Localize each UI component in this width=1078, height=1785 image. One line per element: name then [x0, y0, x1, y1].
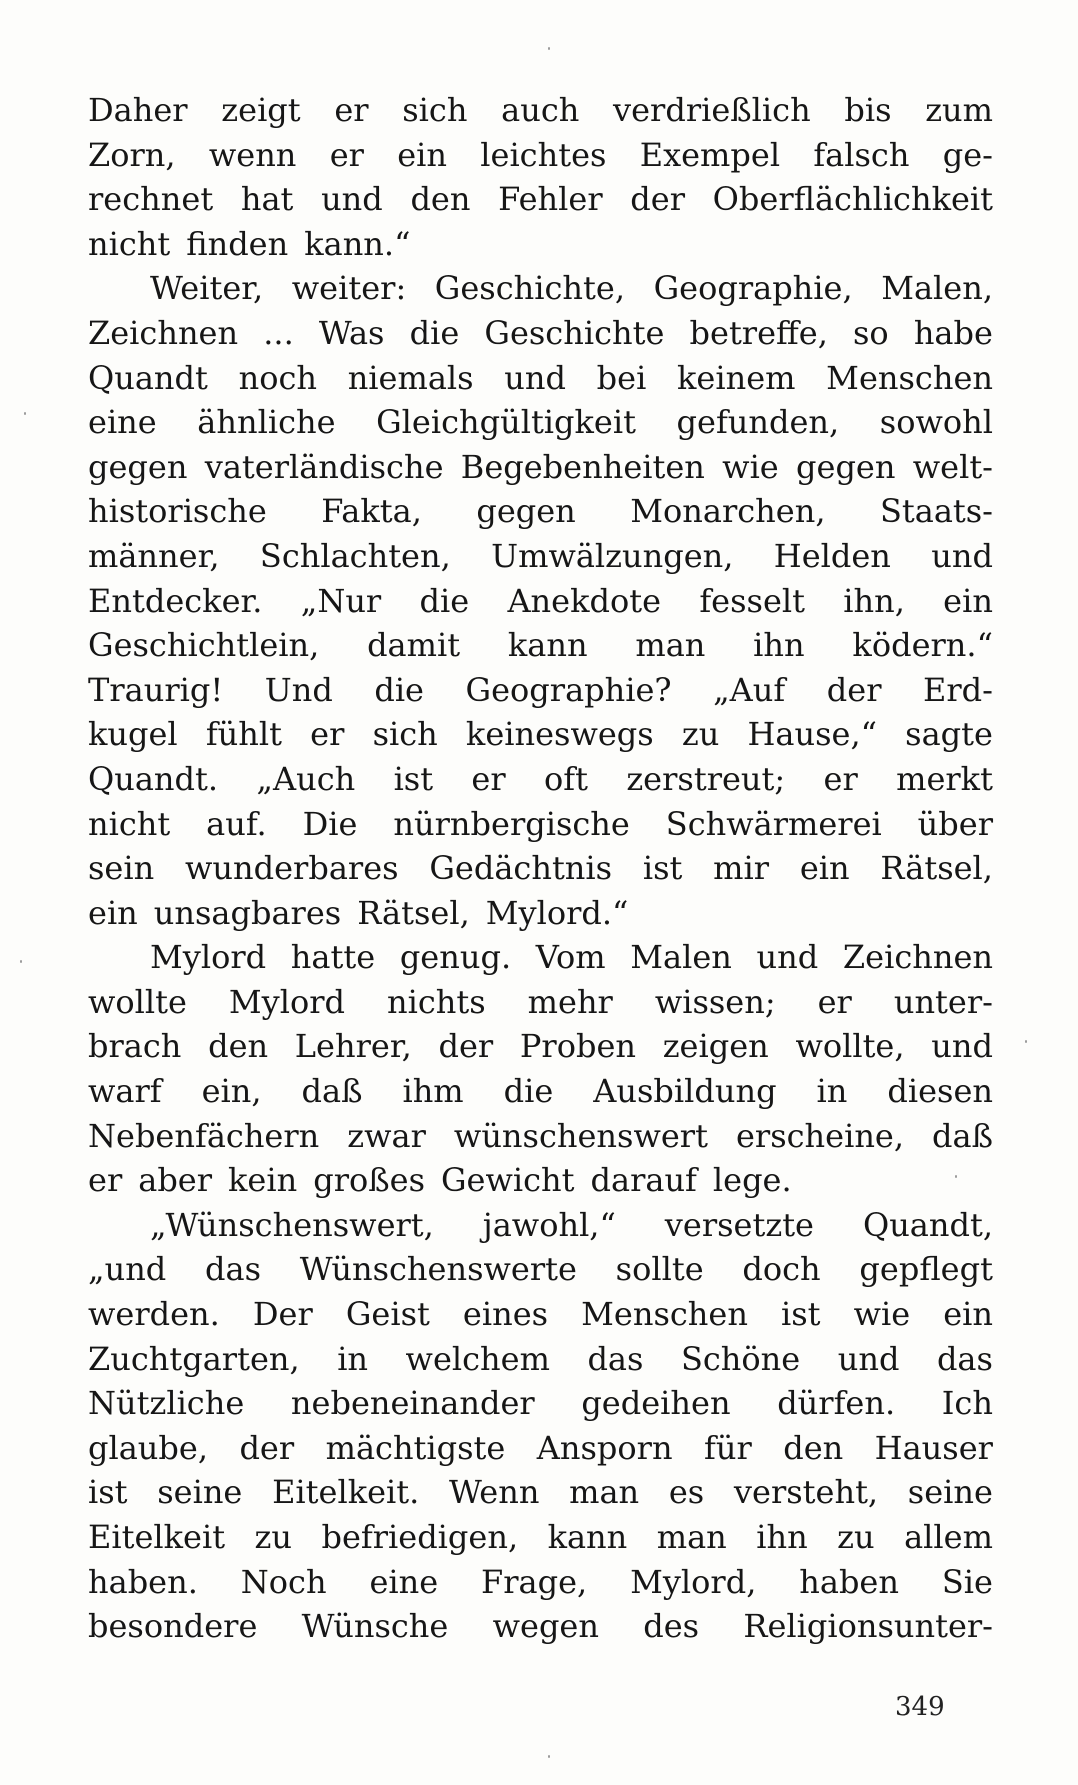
word: ihn, [843, 581, 905, 620]
word: Wenn [448, 1473, 540, 1512]
word: lege. [712, 1161, 792, 1200]
text-line [88, 935, 993, 980]
word: die [409, 313, 460, 352]
word: den [208, 1027, 269, 1066]
word: ihn [756, 1518, 808, 1556]
word: nürnbergische [393, 804, 630, 843]
word: ein [799, 849, 850, 888]
text-line [88, 846, 993, 891]
word: weiter: [291, 269, 407, 308]
word: er [310, 715, 345, 754]
word: sowohl [879, 403, 993, 442]
word: der [239, 1428, 295, 1467]
word: Ausbildung [593, 1072, 777, 1111]
word: Noch [240, 1562, 327, 1601]
word: wenn [208, 135, 297, 174]
word: Begebenheiten [460, 447, 705, 486]
word: über [917, 804, 993, 843]
word: Zorn, [88, 135, 176, 174]
word: Staats- [879, 492, 993, 531]
word: „Auch [256, 759, 356, 798]
word: gegen [796, 447, 896, 486]
speck [955, 1175, 957, 1178]
word: wie [853, 1295, 911, 1334]
word: mir [713, 849, 770, 888]
word: in [337, 1339, 369, 1378]
word: kann [547, 1518, 628, 1556]
word: des [643, 1607, 700, 1646]
word: leichtes [480, 135, 607, 174]
word: Helden [773, 536, 891, 575]
body-text [88, 88, 993, 1649]
word: aber [138, 1161, 213, 1200]
word: besondere [88, 1607, 258, 1646]
word: Proben [519, 1027, 636, 1066]
text-line [88, 445, 993, 490]
word: daß [932, 1116, 993, 1155]
word: ein, [201, 1072, 262, 1111]
text-line [88, 1515, 993, 1560]
word: Geschichte, [434, 269, 625, 308]
word: gedeihen [581, 1384, 731, 1423]
word: wollte [88, 982, 187, 1021]
word: zu [837, 1518, 875, 1556]
word: er [471, 759, 506, 798]
word: Gleichgültigkeit [376, 403, 636, 442]
word: zeigt [221, 91, 301, 129]
text-line [88, 1337, 993, 1382]
word: ge- [942, 135, 993, 174]
text-line [88, 489, 993, 534]
text-line [88, 802, 993, 847]
word: Geschichtlein, [88, 626, 320, 665]
text-line [88, 1426, 993, 1471]
text-line [88, 1247, 993, 1292]
word: nichts [387, 982, 486, 1021]
text-line [88, 1158, 993, 1203]
text-line [88, 1560, 993, 1605]
word: gegen [88, 447, 188, 486]
word: daß [301, 1072, 363, 1111]
word: jawohl,“ [482, 1205, 616, 1244]
word: ein [88, 893, 138, 932]
word: wünschenswert [453, 1116, 708, 1155]
word: historische [88, 492, 267, 531]
word: er [817, 982, 852, 1021]
word: eines [462, 1295, 549, 1334]
word: Vom [535, 938, 606, 977]
word: „Wünschenswert, [150, 1205, 434, 1244]
word: Monarchen, [630, 492, 826, 531]
word: kugel [88, 715, 178, 754]
word: das [587, 1339, 644, 1378]
text-line [88, 1024, 993, 1069]
word: Zeichnen [88, 313, 239, 352]
word: Geographie? [465, 670, 672, 709]
word: Schlachten, [259, 536, 451, 575]
text-line [88, 1604, 993, 1649]
word: sein [88, 849, 155, 888]
word: betreffe, [689, 313, 828, 352]
word: Daher [88, 91, 188, 129]
word: der [826, 670, 882, 709]
word: sich [402, 91, 468, 129]
word: ein [943, 581, 993, 620]
speck [1025, 1040, 1027, 1043]
word: Die [302, 804, 358, 843]
word: ein [943, 1295, 993, 1334]
word: Quandt [88, 358, 208, 397]
word: keinem [677, 358, 796, 397]
word: wissen; [654, 982, 776, 1021]
word: Sie [941, 1562, 993, 1601]
word: fühlt [205, 715, 282, 754]
word: wegen [492, 1607, 599, 1646]
text-line [88, 1203, 993, 1248]
word: Wünsche [301, 1607, 449, 1646]
word: Geographie, [653, 269, 853, 308]
text-line [88, 623, 993, 668]
word: darauf [590, 1161, 697, 1200]
word: der [438, 1027, 494, 1066]
word: nicht [88, 804, 171, 843]
word: allem [904, 1518, 993, 1556]
word: und [504, 358, 566, 397]
word: Oberflächlichkeit [712, 180, 993, 219]
word: versetzte [664, 1205, 814, 1244]
word: den [410, 180, 471, 219]
word: zerstreut; [626, 759, 786, 798]
text-line [88, 266, 993, 311]
word: man [569, 1473, 640, 1512]
word: gepflegt [859, 1250, 993, 1289]
word: bei [596, 358, 647, 397]
word: der [630, 180, 685, 219]
text-line [88, 1114, 993, 1159]
word: „Auf [713, 670, 786, 709]
word: zeigen [662, 1027, 769, 1066]
text-line [88, 356, 993, 401]
word: seine [907, 1473, 993, 1512]
word: Nützliche [88, 1384, 245, 1423]
word: Mylord, [630, 1562, 757, 1601]
word: welt- [912, 447, 993, 486]
word: eine [88, 403, 157, 442]
word: man [656, 1518, 727, 1556]
speck [548, 1755, 550, 1758]
word: finden [186, 224, 289, 263]
word: Hause,“ [747, 715, 877, 754]
word: kein [228, 1161, 298, 1200]
word: eine [369, 1562, 439, 1601]
word: er [334, 91, 369, 129]
word: Schöne [680, 1339, 801, 1378]
word: sich [372, 715, 438, 754]
word: wie [722, 447, 779, 486]
word: ködern.“ [852, 626, 993, 665]
text-line [88, 222, 993, 267]
text-line [88, 712, 993, 757]
text-line [88, 400, 993, 445]
text-line [88, 1069, 993, 1114]
word: Wünschenswerte [299, 1250, 577, 1289]
text-line [88, 980, 993, 1025]
word: merkt [896, 759, 993, 798]
word: kann.“ [304, 224, 411, 263]
word: ist [393, 759, 434, 798]
word: falsch [813, 135, 910, 174]
word: Hauser [874, 1428, 993, 1467]
word: gegen [476, 492, 576, 531]
word: mehr [527, 982, 613, 1021]
text-line [88, 579, 993, 624]
word: Zuchtgarten, [88, 1339, 300, 1378]
word: erscheine, [735, 1116, 905, 1155]
word: Quandt. [88, 759, 219, 798]
word: und [756, 938, 819, 977]
speck [24, 412, 26, 415]
word: Weiter, [150, 269, 264, 308]
word: Lehrer, [294, 1027, 412, 1066]
word: Ansporn [536, 1428, 673, 1467]
word: ein [397, 135, 447, 174]
text-line [88, 534, 993, 579]
word: zum [925, 91, 993, 129]
word: hatte [290, 938, 376, 977]
word: Fehler [498, 180, 603, 219]
word: sollte [615, 1250, 704, 1289]
word: haben [799, 1562, 899, 1601]
word: habe [913, 313, 993, 352]
word: Ich [941, 1384, 993, 1423]
word: Menschen [581, 1295, 748, 1334]
word: seine [157, 1473, 243, 1512]
word: damit [367, 626, 461, 665]
word: Traurig! [88, 670, 224, 709]
text-line [88, 1292, 993, 1337]
word: Rätsel, [357, 893, 470, 932]
text-line [88, 757, 993, 802]
word: Der [252, 1295, 313, 1334]
word: Was [318, 313, 385, 352]
word: das [205, 1250, 262, 1289]
word: Geist [345, 1295, 430, 1334]
word: Entdecker. [88, 581, 263, 620]
word: Malen, [881, 269, 993, 308]
word: ihm [402, 1072, 464, 1111]
word: das [936, 1339, 993, 1378]
text-line [88, 311, 993, 356]
word: kann [507, 626, 588, 665]
word: Geschichte [484, 313, 665, 352]
word: „und [88, 1250, 167, 1289]
word: er [823, 759, 858, 798]
word: Eitelkeit [88, 1518, 226, 1556]
word: doch [742, 1250, 821, 1289]
word: den [783, 1428, 844, 1467]
word: Schwärmerei [665, 804, 882, 843]
word: und [931, 536, 993, 575]
word: verdrießlich [613, 91, 811, 129]
word: sagte [905, 715, 993, 754]
word: Fakta, [321, 492, 422, 531]
word: Mylord [150, 938, 267, 977]
word: er [88, 1161, 123, 1200]
word: gefunden, [676, 403, 840, 442]
word: man [635, 626, 706, 665]
text-line [88, 668, 993, 713]
speck [548, 47, 550, 50]
word: hat [240, 180, 294, 219]
word: Eitelkeit. [272, 1473, 420, 1512]
word: bis [844, 91, 892, 129]
word: nicht [88, 224, 171, 263]
word: ... [263, 313, 294, 352]
word: so [853, 313, 889, 352]
word: ist [642, 849, 683, 888]
word: mächtigste [325, 1428, 506, 1467]
word: Frage, [481, 1562, 588, 1601]
text-line [88, 133, 993, 178]
word: zu [254, 1518, 292, 1556]
word: fesselt [699, 581, 805, 620]
word: oft [544, 759, 588, 798]
word: „Nur [300, 581, 382, 620]
word: haben. [88, 1562, 198, 1601]
text-line [88, 1470, 993, 1515]
word: für [704, 1428, 752, 1467]
word: zu [681, 715, 720, 754]
word: niemals [347, 358, 474, 397]
text-line [88, 1381, 993, 1426]
word: Malen [630, 938, 732, 977]
word: unsagbares [153, 893, 342, 932]
word: rechnet [88, 180, 214, 219]
word: Umwälzungen, [491, 536, 734, 575]
word: noch [238, 358, 317, 397]
word: welchem [405, 1339, 550, 1378]
word: auch [501, 91, 580, 129]
word: Zeichnen [842, 938, 993, 977]
word: in [816, 1072, 848, 1111]
word: glaube, [88, 1428, 208, 1467]
word: Erd- [923, 670, 993, 709]
word: Quandt, [862, 1205, 993, 1244]
word: vaterländische [204, 447, 444, 486]
word: Exempel [639, 135, 781, 174]
word: ist [88, 1473, 128, 1512]
word: brach [88, 1027, 182, 1066]
word: wunderbares [185, 849, 399, 888]
word: diesen [887, 1072, 993, 1111]
word: es [668, 1473, 705, 1512]
page-number: 349 [895, 1692, 945, 1722]
word: großes [313, 1161, 425, 1200]
word: Menschen [826, 358, 993, 397]
word: Mylord.“ [485, 893, 629, 932]
word: er [329, 135, 364, 174]
text-line [88, 891, 993, 936]
word: Gedächtnis [429, 849, 613, 888]
word: die [419, 581, 470, 620]
speck [20, 960, 22, 963]
word: Gewicht [440, 1161, 575, 1200]
word: Mylord [228, 982, 346, 1021]
word: die [374, 670, 424, 709]
word: und [321, 180, 383, 219]
word: Anekdote [507, 581, 662, 620]
word: ist [781, 1295, 821, 1334]
word: keineswegs [465, 715, 654, 754]
word: werden. [88, 1295, 220, 1334]
word: nebeneinander [290, 1384, 535, 1423]
word: auf. [206, 804, 267, 843]
word: befriedigen, [321, 1518, 519, 1556]
text-line [88, 88, 993, 133]
word: wollte, [795, 1027, 905, 1066]
word: dürfen. [777, 1384, 896, 1423]
word: versteht, [733, 1473, 879, 1512]
word: ihn [753, 626, 805, 665]
word: Religionsunter- [743, 1607, 993, 1646]
word: unter- [893, 982, 993, 1021]
word: genug. [399, 938, 512, 977]
word: Rätsel, [880, 849, 993, 888]
word: ähnliche [197, 403, 336, 442]
word: und [837, 1339, 900, 1378]
text-line [88, 177, 993, 222]
word: warf [88, 1072, 162, 1111]
word: zwar [347, 1116, 426, 1155]
word: die [503, 1072, 554, 1111]
word: Und [264, 670, 333, 709]
word: männer, [88, 536, 220, 575]
word: Nebenfächern [88, 1116, 320, 1155]
word: und [931, 1027, 993, 1066]
